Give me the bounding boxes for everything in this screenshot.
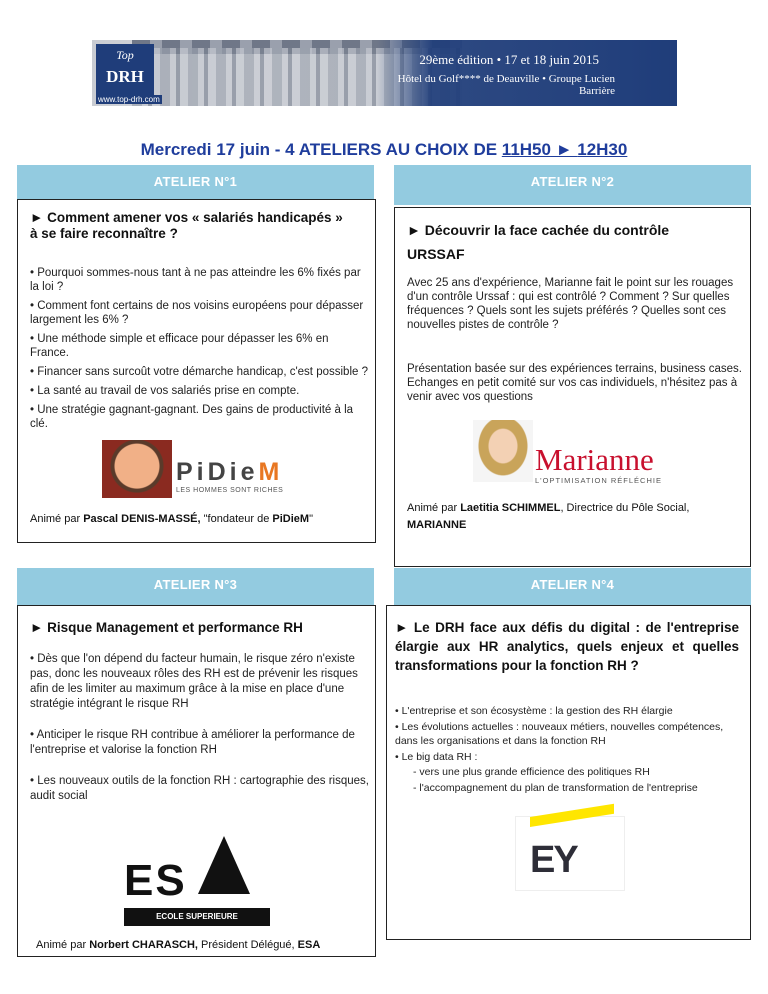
atelier-4-tab: ATELIER N°4 <box>394 568 751 608</box>
list-item: • Dès que l'on dépend du facteur humain, le risque zéro n'existe pas, donc les nouveaux rôles des RH est de prévenir les risques afin de les limiter au maximum grâce à la mise en place d'une stratégie intégrant le risque RH <box>30 653 358 710</box>
banner-info <box>377 40 677 106</box>
list-item: • Une stratégie gagnant-gagnant. Des gains de productivité à la clé. <box>30 404 354 430</box>
atelier-2-tab: ATELIER N°2 <box>394 165 751 205</box>
atelier-1-title: ► Comment amener vos « salariés handicapés » à se faire reconnaître ? <box>30 210 343 241</box>
speaker-photo-pascal <box>102 440 172 498</box>
list-item: • Anticiper le risque RH contribue à améliorer la performance de l'entreprise et valorise la fonction RH <box>30 729 355 756</box>
banner-url: www.top-drh.com <box>98 95 160 104</box>
page-headline <box>0 140 768 160</box>
atelier-2-box <box>394 207 751 567</box>
headline-end-time: 12H30 <box>577 140 628 159</box>
list-item: • L'entreprise et son écosystème : la gestion des RH élargie <box>395 705 673 717</box>
list-item: • Financer sans surcoût votre démarche handicap, c'est possible ? <box>30 366 368 378</box>
atelier-1-list <box>30 266 368 436</box>
headline-start-time: 11H50 <box>501 140 551 159</box>
speaker-photo-laetitia <box>473 420 533 482</box>
list-item: • Les évolutions actuelles : nouveaux métiers, nouvelles compétences, dans les organisations et dans la fonction RH <box>395 720 724 747</box>
esa-logo: ES ECOLE SUPERIEURE D'ASSURANCES <box>124 836 274 928</box>
headline-arrow: ► <box>550 140 578 159</box>
header-banner <box>92 40 677 106</box>
banner-edition: 29ème édition • 17 et 18 juin 2015 <box>419 52 599 67</box>
list-item: • La santé au travail de vos salariés prise en compte. <box>30 385 300 397</box>
atelier-2-para-1: Avec 25 ans d'expérience, Marianne fait le point sur les rouages d'un contrôle Urssaf : qui est contrôlé ? Comment ? Sur quelles fréquences ? Quels sont les sujets préférés ? Quelles sont ces nouvelles pistes de contrôle ? <box>407 277 734 331</box>
marianne-logo: Marianne L'OPTIMISATION RÉFLÉCHIE <box>535 442 662 485</box>
atelier-3-credit: Animé par Norbert CHARASCH, Président Délégué, ESA <box>36 939 321 951</box>
list-item: • Comment font certains de nos voisins européens pour dépasser largement les 6% ? <box>30 300 364 326</box>
ey-logo: EY <box>515 816 625 891</box>
list-item: - l'accompagnement du plan de transformation de l'entreprise <box>413 781 698 794</box>
list-item: - vers une plus grande efficience des politiques RH <box>413 766 650 778</box>
atelier-2-credit: Animé par Laetitia SCHIMMEL, Directrice du Pôle Social, MARIANNE <box>407 502 690 531</box>
atelier-3-tab: ATELIER N°3 <box>17 568 374 608</box>
banner-venue: Hôtel du Golf**** de Deauville • Groupe Lucien Barrière <box>397 73 615 97</box>
list-item: • Une méthode simple et efficace pour dépasser les 6% en France. <box>30 333 329 359</box>
list-item: • Le big data RH : <box>395 750 478 763</box>
atelier-4-title: ► Le DRH face aux défis du digital : de l'entreprise élargie aux HR analytics, quels enjeux et quelles transformations pour la fonction RH ? <box>395 620 739 673</box>
atelier-2-para-2: Présentation basée sur des expériences terrains, business cases. Echanges en petit comité sur vos cas individuels, n'hésitez pas à venir avec vos questions <box>407 363 742 403</box>
atelier-3-title: ► Risque Management et performance RH <box>30 620 303 635</box>
list-item: • Pourquoi sommes-nous tant à ne pas atteindre les 6% fixés par la loi ? <box>30 267 361 293</box>
atelier-1-tab: ATELIER N°1 <box>17 165 374 205</box>
pidiem-logo: PiDieM LES HOMMES SONT RICHES <box>176 458 284 494</box>
atelier-4-list <box>395 704 740 800</box>
list-item: • Les nouveaux outils de la fonction RH : cartographie des risques, audit social <box>30 775 369 802</box>
topdrh-logo: Top DRH <box>96 44 154 98</box>
atelier-2-title: ► Découvrir la face cachée du contrôle URSSAF <box>407 222 670 262</box>
atelier-3-list <box>30 652 370 809</box>
atelier-1-credit: Animé par Pascal DENIS-MASSÉ, "fondateur de PiDieM" <box>30 513 313 525</box>
headline-prefix: Mercredi 17 juin - 4 ATELIERS AU CHOIX DE <box>140 140 502 159</box>
esa-triangle-icon <box>198 836 250 894</box>
